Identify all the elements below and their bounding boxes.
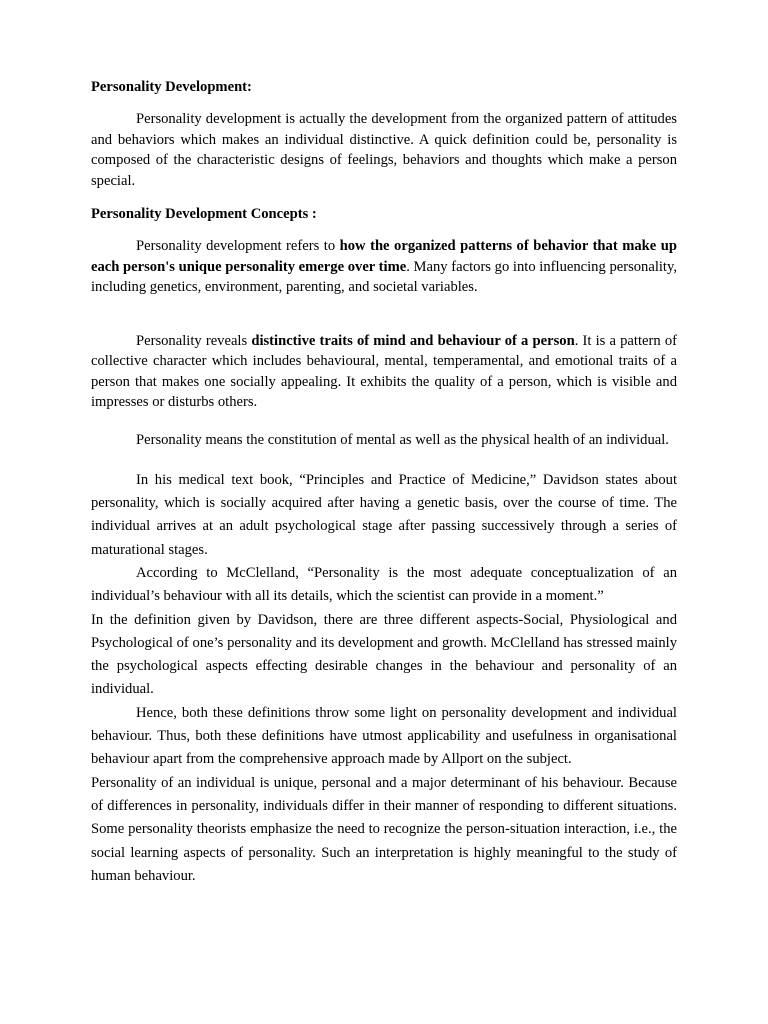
paragraph-definition: Personality development is actually the development from the organized pattern of attitudes and behaviors which makes an individual distinctive. A quick definition could be, personality is composed of the characteristic designs of feelings, behaviors and thoughts which make a person special.	[91, 111, 677, 189]
paragraph-constitution: Personality means the constitution of mental as well as the physical health of an individual.	[136, 431, 669, 448]
paragraph-individual-personality: Personality of an individual is unique, personal and a major determinant of his behaviour. Because of differences in personality, individuals differ in their manner of responding to different situations. Some personality theorists emphasize the need to recognize the person-situation interaction, i.e., the social learning aspects of personality. Such an interpretation is highly meaningful to the study of human behaviour.	[91, 774, 677, 884]
paragraph-personality-reveals: Personality reveals distinctive traits of mind and behaviour of a person. It is a pattern of collective character which includes behavioural, mental, temperamental, and emotional traits of a person that makes one socially appealing. It exhibits the quality of a person, which is visible and impresses or disturbs others.	[91, 332, 677, 410]
bold-phrase: how the organized patterns of behavior that make up each person's unique personality emerge over time	[91, 238, 677, 275]
document-page	[91, 77, 677, 888]
paragraph-hence: Hence, both these definitions throw some light on personality development and individual behaviour. Thus, both these definitions have utmost applicability and usefulness in organisational behaviour apart from the comprehensive approach made by Allport on the subject.	[91, 704, 677, 768]
section-heading-personality-development: Personality Development:	[91, 79, 252, 95]
paragraph-davidson: In his medical text book, “Principles and Practice of Medicine,” Davidson states about personality, which is socially acquired after having a genetic basis, over the course of time. The individual arrives at an adult psychological stage after passing successively through a series of maturational stages.	[91, 471, 677, 558]
paragraph-aspects: In the definition given by Davidson, there are three different aspects-Social, Physiological and Psychological of one’s personality and its development and growth. McClelland has stressed mainly the psychological aspects effecting desirable changes in the behaviour and personality of an individual.	[91, 611, 677, 698]
paragraph-concepts: Personality development refers to how the organized patterns of behavior that make up each person's unique personality emerge over time. Many factors go into influencing personality, including genetics, environment, parenting, and societal variables.	[91, 238, 677, 295]
paragraph-mcclelland: According to McClelland, “Personality is the most adequate conceptualization of an individual’s behaviour with all its details, which the scientist can provide in a moment.”	[91, 564, 677, 605]
section-heading-concepts: Personality Development Concepts :	[91, 206, 317, 222]
bold-phrase: distinctive traits of mind and behaviour of a person	[251, 332, 575, 349]
